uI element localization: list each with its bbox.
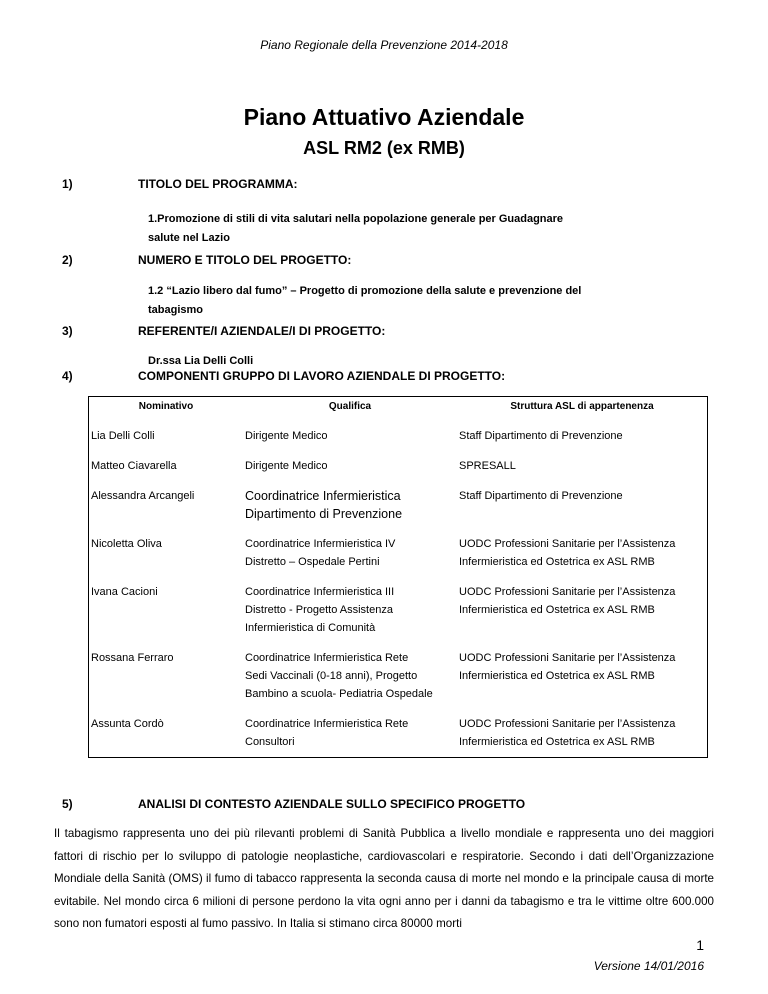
member-structure [457, 451, 708, 481]
table-row [89, 709, 708, 758]
member-role [243, 577, 457, 643]
role-line: Coordinatrice Infermieristica [245, 489, 401, 503]
section-3-line-1: Dr.ssa Lia Delli Colli [148, 355, 254, 367]
section-1-line-2: salute nel Lazio [148, 232, 230, 244]
role-line: Consultori [245, 736, 295, 748]
structure-line: Infermieristica ed Ostetrica ex ASL RMB [459, 670, 655, 682]
context-analysis-text: Il tabagismo rappresenta uno dei più rilevanti problemi di Sanità Pubblica a livello mondiale e rappresenta uno dei maggiori fattori di rischio per lo sviluppo di patologie neoplastiche, cardiovascolari e respiratorie. Secondo i dati dell’Organizzazione Mondiale della Sanità (OMS) il fumo di tabacco rappresenta la seconda causa di morte nel mondo e la principale causa di morte evitabile. Nel mondo circa 6 milioni di persone perdono la vita ogni anno per i danni da tabagismo e tra le vittime oltre 600.000 sono non fumatori esposti al fumo passivo. In Italia si stimano circa 80000 morti [54, 827, 714, 930]
table-row [89, 481, 708, 529]
structure-line: SPRESALL [459, 460, 516, 472]
table-row [89, 529, 708, 577]
team-table [88, 396, 708, 758]
document-subtitle: ASL RM2 (ex RMB) [303, 138, 465, 158]
section-1-number: 1) [62, 177, 73, 191]
header-struttura: Struttura ASL di appartenenza [510, 401, 654, 412]
member-role [243, 709, 457, 758]
member-name: Matteo Ciavarella [91, 460, 177, 472]
structure-line: Staff Dipartimento di Prevenzione [459, 490, 623, 502]
member-name: Rossana Ferraro [91, 652, 174, 664]
section-5-title: ANALISI DI CONTESTO AZIENDALE SULLO SPECIFICO PROGETTO [138, 797, 526, 811]
member-name: Nicoletta Oliva [91, 538, 162, 550]
member-name: Assunta Cordò [91, 718, 164, 730]
member-structure [457, 481, 708, 529]
role-line: Dirigente Medico [245, 430, 328, 442]
section-2-line-2: tabagismo [148, 304, 204, 316]
section-2-title: NUMERO E TITOLO DEL PROGETTO: [138, 253, 352, 267]
member-name: Lia Delli Colli [91, 430, 155, 442]
role-line: Infermieristica di Comunità [245, 622, 376, 634]
section-3-title: REFERENTE/I AZIENDALE/I DI PROGETTO: [138, 324, 386, 338]
structure-line: Staff Dipartimento di Prevenzione [459, 430, 623, 442]
member-role [243, 421, 457, 451]
member-structure [457, 421, 708, 451]
role-line: Dirigente Medico [245, 460, 328, 472]
structure-line: UODC Professioni Sanitarie per l’Assistenza [459, 538, 676, 550]
section-5-number: 5) [62, 797, 73, 811]
running-header: Piano Regionale della Prevenzione 2014-2018 [260, 38, 508, 52]
member-role [243, 529, 457, 577]
member-structure [457, 577, 708, 643]
role-line: Distretto - Progetto Assistenza [245, 604, 393, 616]
document-title: Piano Attuativo Aziendale [243, 104, 525, 130]
section-1-body [148, 210, 668, 248]
member-role [243, 481, 457, 529]
member-role [243, 643, 457, 709]
section-2-line-1: 1.2 “Lazio libero dal fumo” – Progetto di promozione della salute e prevenzione del [148, 285, 582, 297]
section-2-body [148, 282, 668, 320]
table-row [89, 451, 708, 481]
member-structure [457, 529, 708, 577]
structure-line: Infermieristica ed Ostetrica ex ASL RMB [459, 556, 655, 568]
structure-line: UODC Professioni Sanitarie per l’Assistenza [459, 586, 676, 598]
table-row [89, 421, 708, 451]
section-1-line-1: 1.Promozione di stili di vita salutari nella popolazione generale per Guadagnare [148, 213, 564, 225]
table-row [89, 643, 708, 709]
role-line: Bambino a scuola- Pediatria Ospedale [245, 688, 433, 700]
header-qualifica: Qualifica [328, 401, 372, 412]
header-nominativo: Nominativo [138, 401, 194, 412]
section-3-number: 3) [62, 324, 73, 338]
role-line: Coordinatrice Infermieristica III [245, 586, 395, 598]
role-line: Coordinatrice Infermieristica IV [245, 538, 396, 550]
role-line: Dipartimento di Prevenzione [245, 507, 403, 521]
section-1-title: TITOLO DEL PROGRAMMA: [138, 177, 298, 191]
role-line: Sedi Vaccinali (0-18 anni), Progetto [245, 670, 418, 682]
role-line: Coordinatrice Infermieristica Rete [245, 652, 409, 664]
section-2-number: 2) [62, 253, 73, 267]
team-table-header-row [89, 397, 708, 422]
table-row [89, 577, 708, 643]
structure-line: Infermieristica ed Ostetrica ex ASL RMB [459, 736, 655, 748]
role-line: Distretto – Ospedale Pertini [245, 556, 380, 568]
member-structure [457, 709, 708, 758]
page-number: 1 [696, 937, 704, 953]
structure-line: UODC Professioni Sanitarie per l’Assistenza [459, 652, 676, 664]
version-footer: Versione 14/01/2016 [593, 959, 704, 973]
member-name: Alessandra Arcangeli [91, 490, 195, 502]
member-name: Ivana Cacioni [91, 586, 158, 598]
section-4-title: COMPONENTI GRUPPO DI LAVORO AZIENDALE DI PROGETTO: [138, 369, 506, 383]
member-structure [457, 643, 708, 709]
structure-line: UODC Professioni Sanitarie per l’Assistenza [459, 718, 676, 730]
member-role [243, 451, 457, 481]
structure-line: Infermieristica ed Ostetrica ex ASL RMB [459, 604, 655, 616]
role-line: Coordinatrice Infermieristica Rete [245, 718, 409, 730]
section-4-number: 4) [62, 369, 73, 383]
